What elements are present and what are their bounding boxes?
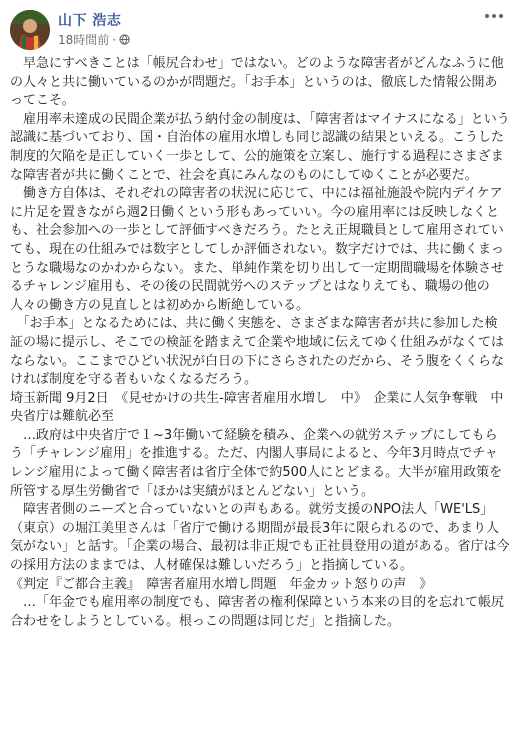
post-paragraph: 「お手本」となるためには、共に働く実態を、さまざまな障害者が共に参加した検証の場に提示し、そこでの検証を踏まえて企業や地域に伝えてゆく仕組みがなくてはならない。ここまでひどい状況が白日の下にさらされたのだから、そう腹をくくらなければ制度を守る者もいなくなるだろう。 [10,316,505,388]
globe-icon[interactable] [119,34,130,45]
post-header [0,0,514,54]
author-name[interactable]: 山下 浩志 [58,13,122,29]
post-paragraph: 雇用率未達成の民間企業が払う納付金の制度は、「障害者はマイナスになる」という認識に基づいており、国・自治体の雇用水増しも同じ認識の結果といえる。こうした制度的欠陥を是正していく一歩として、公的施策を立案し、施行する過程にさまざまな障害者が共に働くことで、社会を真にみんなのものにしてゆくことが必要だ。 [10,111,510,183]
avatar[interactable] [10,10,50,50]
post-paragraph: 働き方自体は、それぞれの障害者の状況に応じて、中には福祉施設や院内デイケアに片足を置きながら週2日働くという形もあっていい。今の雇用率には反映しなくとも、社会参加への一歩として評価すべきだろう。たとえ正規職員として雇用されていても、現在の仕組みでは数字としてしか評価されない。数字だけでは、共に働くまっとうな職場なのかわからない。また、単純作業を切り出して一定期間職場を体験させるチャレンジ雇用も、その後の民間就労へのステップとはなりえても、職場の他の人々の働き方の見直しとは初めから断絶している。 [10,186,505,313]
news-excerpt: …政府は中央省庁で１~3年働いて経験を積み、企業への就労ステップにしてもらう「チャレンジ雇用」を推進する。ただ、内閣人事局によると、今年3月時点でチャレンジ雇用によって働く障害者は省庁全体で約500人にとどまる。大半が雇用政策を所管する厚生労働省で「ほかは実績がほとんどない」という。 [10,427,503,499]
more-icon[interactable] [482,8,506,24]
post-body [10,55,510,631]
news-excerpt: …「年金でも雇用率の制度でも、障害者の権利保障という本来の目的を忘れて帳尻合わせをしようとしている。根っこの問題は同じだ」と指摘した。 [10,595,505,629]
news-heading: 埼玉新聞 9月2日 《見せかけの共生‐障害者雇用水増し 中》 企業に人気争奪戦 中央省庁は難航必至 [10,390,504,425]
meta-separator: · [112,32,117,47]
post-meta [58,31,130,48]
post-time[interactable]: 18時間前 [58,33,110,47]
news-excerpt: 障害者側のニーズと合っていないとの声もある。就労支援のNPO法人「WE'LS」（東京）の堀江美里さんは「省庁で働ける期間が最長3年に限られるので、あまり人気がない」と話す。「企業の場合、最初は非正規でも正社員登用の道がある。省庁は今の採用方法のままでは、人材確保は難しいだろう」と指摘している。 [10,502,510,574]
news-heading: 《判定『ご都合主義』 障害者雇用水増し問題 年金カット怒りの声 》 [10,576,433,592]
post-paragraph: 早急にすべきことは「帳尻合わせ」ではない。どのような障害者がどんなふうに他の人々と共に働いているのかが問題だ。「お手本」というのは、徹底した情報公開あってこそ。 [10,56,504,109]
